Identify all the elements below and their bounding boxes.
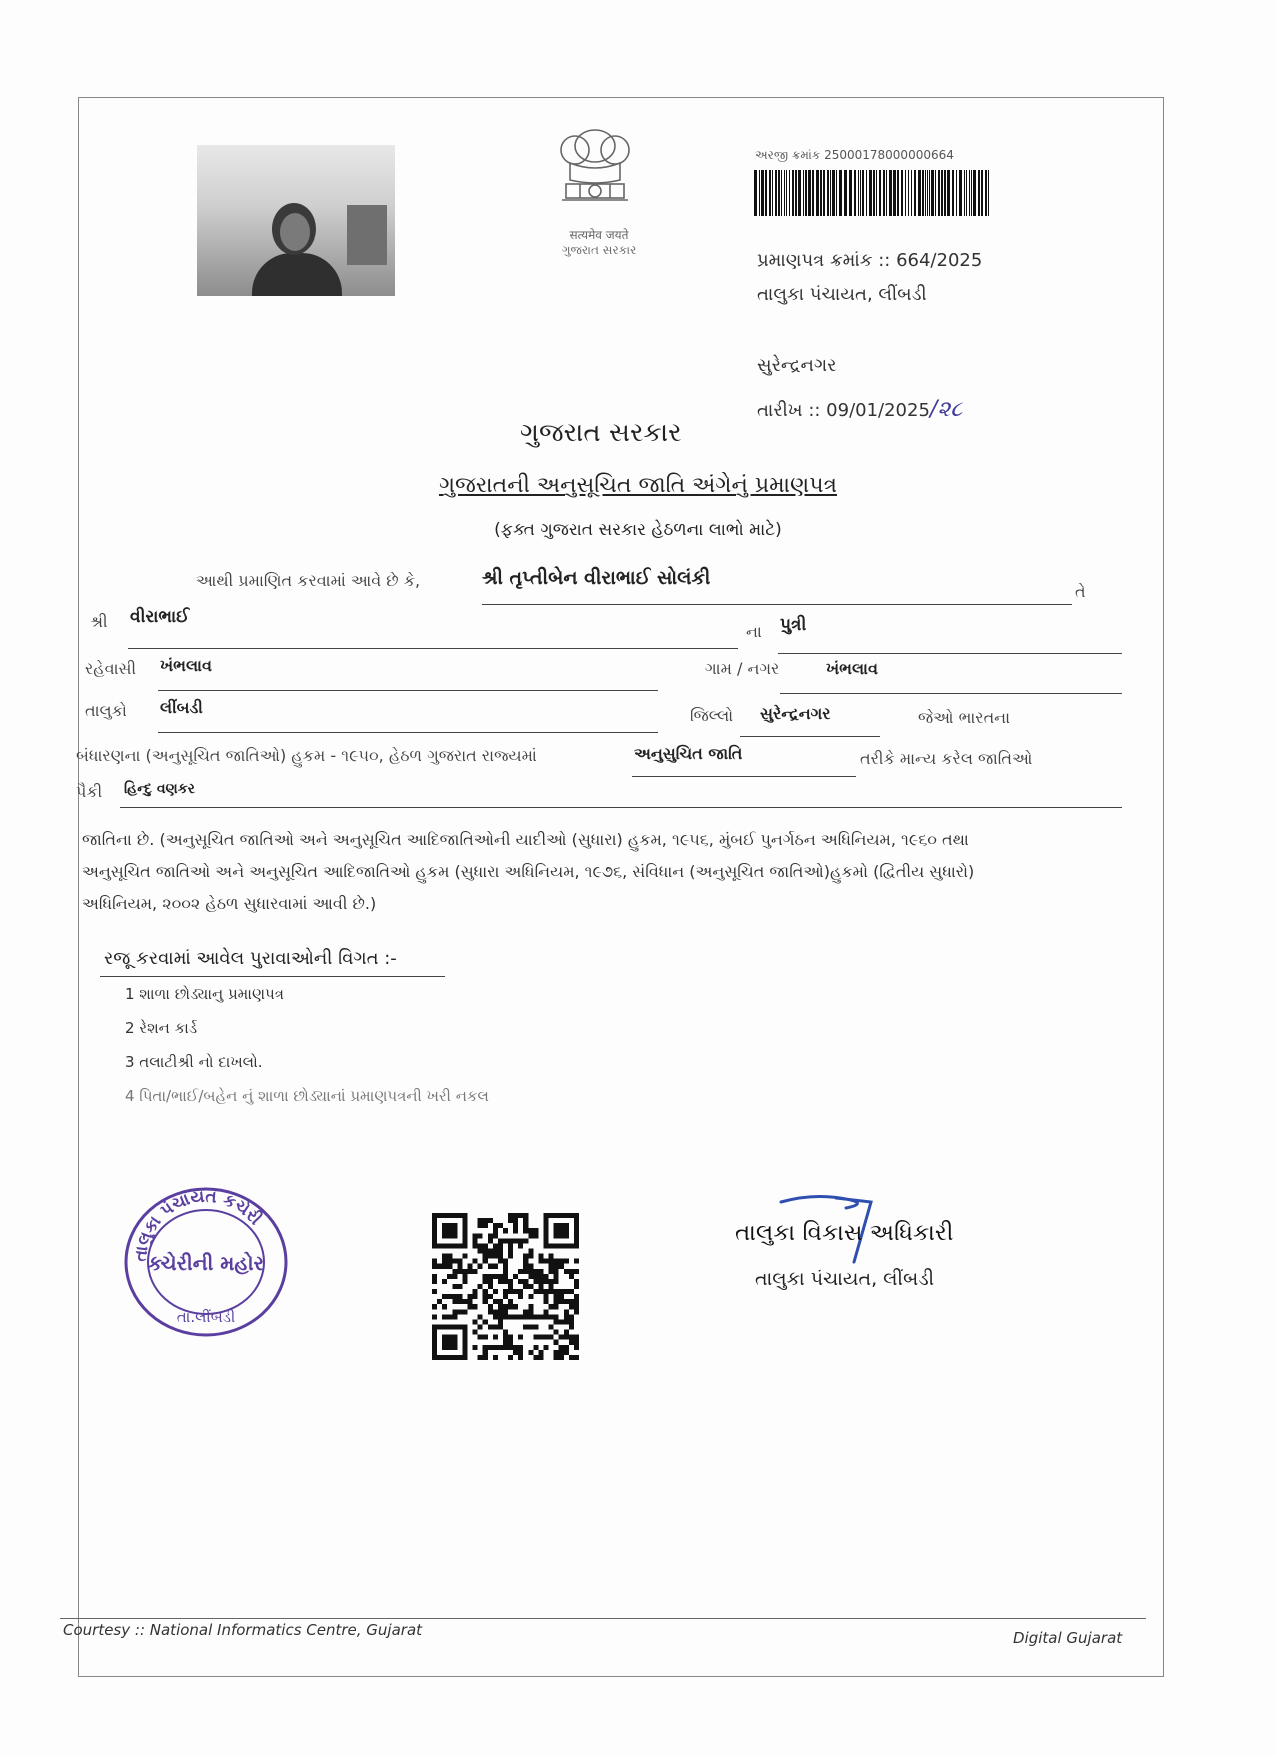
te-text: તે — [1075, 582, 1086, 601]
resident-value: ખંભલાવ — [160, 656, 212, 675]
certificate-subtitle: (ફક્ત ગુજરાત સરકાર હેઠળના લાભો માટે) — [494, 520, 782, 540]
na-label: ના — [746, 622, 762, 641]
svg-text:તાલુકા પંચાયત કચેરી: તાલુકા પંચાયત કચેરી — [130, 1186, 266, 1263]
intro-text: આથી પ્રમાણિત કરવામાં આવે છે કે, — [196, 571, 421, 590]
taluka-label: તાલુકો — [85, 701, 127, 720]
emblem-motto: सत्यमेव जयते ગુજરાત સરકાર — [561, 228, 637, 257]
government-title: ગુજરાત સરકાર — [520, 418, 682, 448]
india-text: જેઓ ભારતના — [918, 708, 1011, 727]
applicant-photo — [197, 145, 395, 296]
list-item: 3 તલાટીશ્રી નો દાખલો. — [125, 1053, 263, 1071]
svg-text:ક્ચેરીની મહોર: ક્ચેરીની મહોર — [148, 1251, 264, 1275]
legal-paragraph: જાતિના છે. (અનુસૂચિત જાતિઓ અને અનુસૂચિત આદિજાતિઓની યાદીઓ (સુધારા) હુકમ, ૧૯૫૬, મુંબઈ પુનર્ગઠન અધિનિયમ, ૧૯૬૦ તથા અનુસૂચિત જાતિઓ અને અનુસૂચિત આદિજાતિઓ હુકમ (સુધારા અધિનિયમ, ૧૯૭૬, સંવિધાન (અનુસૂચિત જાતિઓ)હુકમો (દ્વિતીય સુધારો) અધિનિયમ, ૨૦૦૨ હેઠળ સુધારવામાં આવી છે.) — [82, 830, 975, 913]
certificate-number: પ્રમાણપત્ર ક્રમાંક :: 664/2025 — [757, 250, 983, 271]
district-value: સુરેન્દ્રનગર — [760, 704, 831, 723]
district-label: જિલ્લો — [690, 706, 734, 725]
application-number: અરજી ક્રમાંક 25000178000000664 — [755, 148, 954, 162]
village-label: ગામ / નગર — [705, 659, 780, 678]
barcode — [754, 170, 992, 216]
list-item: 2 રેશન કાર્ડ — [125, 1019, 198, 1037]
national-emblem-icon — [540, 118, 650, 228]
relation: પુત્રી — [780, 615, 807, 635]
svg-text:તા.લીંબડી: તા.લીંબડી — [176, 1308, 236, 1326]
signatory-office: તાલુકા પંચાયત, લીંબડી — [755, 1268, 935, 1290]
footer-courtesy: Courtesy :: National Informatics Centre, Gujarat — [63, 1621, 423, 1639]
evidence-heading: રજૂ કરવામાં આવેલ પુરાવાઓની વિગત :- — [104, 948, 397, 969]
date-text: તારીખ :: 09/01/2025 — [757, 400, 930, 421]
signatory-title: તાલુકા વિકાસ અધિકારી — [735, 1220, 954, 1246]
resident-label: રહેવાસી — [85, 659, 137, 678]
shri-label: શ્રી — [90, 612, 108, 631]
category-value: અનુસુચિત જાતિ — [634, 744, 743, 763]
recognized-text: તરીકે માન્ય કરેલ જાતિઓ — [860, 749, 1033, 768]
list-item: 1 શાળા છોડ્યાનુ પ્રમાણપત્ર — [125, 985, 284, 1003]
applicant-name: શ્રી તૃપ્તીબેન વીરાભાઈ સોલંકી — [482, 567, 711, 589]
list-item: 4 પિતા/ભાઈ/બહેન નું શાળા છોડ્યાનાં પ્રમાણપત્રની ખરી નકલ — [125, 1087, 489, 1105]
district-heading: સુરેન્દ્રનગર — [757, 355, 837, 376]
issuing-office: તાલુકા પંચાયત, લીંબડી — [757, 284, 927, 305]
among-label: પૈકી — [76, 782, 103, 801]
qr-code — [432, 1213, 579, 1360]
date-handwritten: /૨૮ — [929, 397, 963, 422]
issue-date — [757, 397, 962, 422]
office-seal — [121, 1180, 291, 1338]
evidence-list — [125, 985, 489, 1121]
taluka-value: લીંબડી — [160, 698, 203, 717]
village-value: ખંભલાવ — [826, 659, 878, 678]
certificate-title: ગુજરાતની અનુસૂચિત જાતિ અંગેનું પ્રમાણપત્ર — [438, 473, 838, 498]
father-name: વીરાભાઈ — [130, 607, 190, 627]
constitution-text: બંધારણના (અનુસૂચિત જાતિઓ) હુકમ - ૧૯૫૦, હેઠળ ગુજરાત રાજ્યમાં — [76, 746, 537, 765]
caste-value: હિન્દુ વણકર — [124, 781, 195, 797]
footer-brand: Digital Gujarat — [1013, 1629, 1123, 1647]
